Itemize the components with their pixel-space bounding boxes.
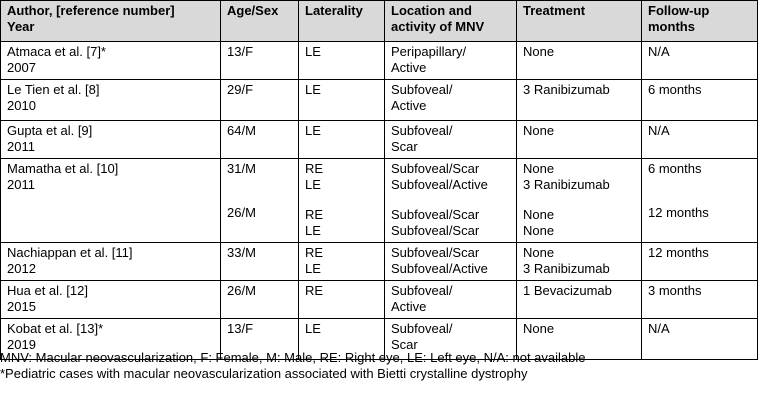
cell-age-sex [221,159,299,243]
cell-text: None [523,123,555,138]
cell-text: Subfoveal/ [391,321,453,336]
cell-text: N/A [648,44,670,59]
cell-text: RE [305,283,324,298]
cell-age-sex [221,243,299,281]
cell-text: Gupta et al. [9] [7,123,93,138]
cell-text: 12 months [648,205,709,220]
cell-age-sex [221,80,299,121]
cell-spacer [227,177,292,191]
cell-spacer [305,193,378,207]
cell-text: 12 months [648,245,709,260]
cell-laterality [299,243,385,281]
cell-treatment [517,159,642,243]
cell-text: LE [305,82,321,97]
cell-text: 2019 [7,337,36,352]
cell-text: 3 Ranibizumab [523,82,610,97]
cell-laterality [299,281,385,319]
cell-follow-up [642,319,758,360]
table-row [1,42,758,80]
cell-text: 2012 [7,261,36,276]
cell-author-year [1,281,221,319]
cell-follow-up [642,243,758,281]
cell-text: Subfoveal/Scar [391,161,480,176]
cell-text: 26/M [227,283,256,298]
cell-text: LE [305,44,321,59]
cell-spacer [523,193,635,207]
cell-text: 6 months [648,82,702,97]
cell-text: LE [305,123,321,138]
cell-treatment [517,80,642,121]
cell-text: None [523,44,555,59]
cell-age-sex [221,42,299,80]
cell-spacer [648,191,751,205]
cell-text: Subfoveal/Scar [391,245,480,260]
cell-laterality [299,42,385,80]
footnote-pediatric: *Pediatric cases with macular neovascularization associated with Bietti crystalline dystrophy [0,366,528,381]
cell-text: 13/F [227,321,254,336]
cell-text: N/A [648,321,670,336]
cell-text: 31/M [227,161,256,176]
cell-author-year [1,42,221,80]
cell-treatment [517,121,642,159]
cell-text: None [523,207,555,222]
cell-text: LE [305,223,321,238]
cell-text: Active [391,299,427,314]
cell-author-year [1,243,221,281]
cell-text: Nachiappan et al. [11] [7,245,133,260]
cell-spacer [391,193,510,207]
cell-laterality [299,121,385,159]
cell-text: 2015 [7,299,36,314]
cell-text: LE [305,177,321,192]
cell-text: LE [305,261,321,276]
cell-text: None [523,245,555,260]
table-row [1,80,758,121]
cell-text: 3 Ranibizumab [523,261,610,276]
table-header-row [1,1,758,42]
cell-text: 2011 [7,177,35,192]
cell-text: RE [305,245,324,260]
cell-text: 6 months [648,161,702,176]
cell-follow-up [642,121,758,159]
cell-text: 2007 [7,60,36,75]
cell-age-sex [221,281,299,319]
cell-follow-up [642,159,758,243]
cell-text: Subfoveal/Active [391,177,488,192]
cell-author-year [1,121,221,159]
cell-text: Subfoveal/ [391,283,453,298]
cell-follow-up [642,80,758,121]
cell-treatment [517,42,642,80]
cell-text: 3 Ranibizumab [523,177,610,192]
cell-text: 1 Bevacizumab [523,283,612,298]
header-follow-up: Follow-up months [642,1,758,42]
header-treatment: Treatment [517,1,642,42]
cell-text: 29/F [227,82,254,97]
cell-laterality [299,80,385,121]
cell-text: 2011 [7,139,35,154]
cell-text: Atmaca et al. [7]* [7,44,106,59]
cell-age-sex [221,121,299,159]
cell-text: Scar [391,139,418,154]
cell-text: Peripapillary/ [391,44,467,59]
cell-author-year [1,80,221,121]
cell-text: N/A [648,123,670,138]
cell-text: 64/M [227,123,256,138]
cell-treatment [517,243,642,281]
cell-text: 26/M [227,205,256,220]
cell-text: 2010 [7,98,36,113]
table-row [1,159,758,243]
cell-location-activity [385,281,517,319]
table-row [1,121,758,159]
table-row [1,281,758,319]
header-laterality: Laterality [299,1,385,42]
cell-text: 33/M [227,245,256,260]
cell-follow-up [642,42,758,80]
table-row [1,243,758,281]
cell-text: 3 months [648,283,702,298]
cell-text: None [523,161,555,176]
cell-text: Scar [391,337,418,352]
cell-location-activity [385,42,517,80]
cell-spacer [227,191,292,205]
header-location-activity: Location and activity of MNV [385,1,517,42]
cell-text: Le Tien et al. [8] [7,82,100,97]
cell-text: RE [305,161,324,176]
cell-laterality [299,159,385,243]
cell-text: Subfoveal/Active [391,261,488,276]
cell-location-activity [385,159,517,243]
cell-text: None [523,321,555,336]
cell-text: Hua et al. [12] [7,283,88,298]
cell-text: None [523,223,555,238]
cell-author-year [1,159,221,243]
footnote-abbreviations: MNV: Macular neovascularization, F: Female, M: Male, RE: Right eye, LE: Left eye, N/A: not available [0,350,586,365]
header-author-year: Author, [reference number] Year [1,1,221,42]
cell-text: RE [305,207,324,222]
cell-text: Active [391,60,427,75]
cell-follow-up [642,281,758,319]
cell-text: Subfoveal/Scar [391,223,480,238]
cell-treatment [517,281,642,319]
cell-location-activity [385,121,517,159]
cell-text: Kobat et al. [13]* [7,321,104,336]
cell-text: Subfoveal/Scar [391,207,480,222]
cell-text: 13/F [227,44,254,59]
cell-spacer [648,177,751,191]
cell-text: Subfoveal/ [391,123,453,138]
cell-location-activity [385,80,517,121]
cell-text: LE [305,321,321,336]
cell-text: Mamatha et al. [10] [7,161,119,176]
cell-location-activity [385,243,517,281]
header-age-sex: Age/Sex [221,1,299,42]
cell-text: Subfoveal/ [391,82,453,97]
cell-text: Active [391,98,427,113]
